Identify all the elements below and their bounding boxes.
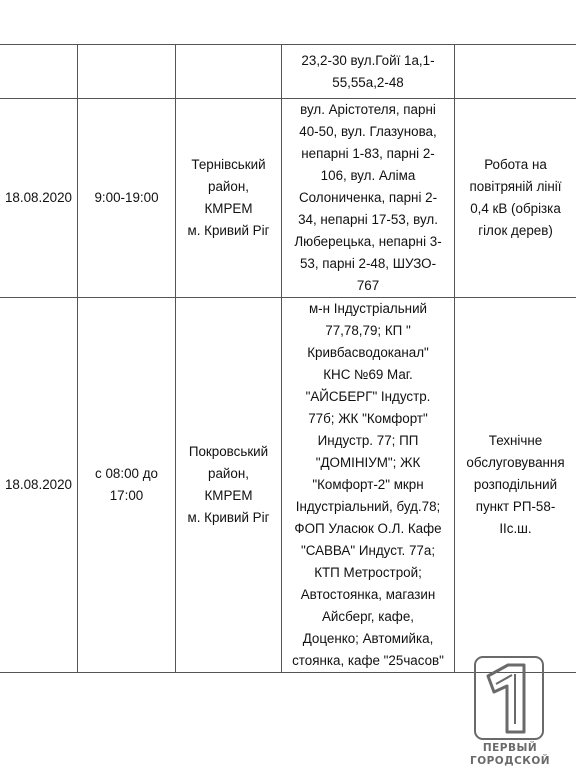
district-line: КМРЕМ (204, 201, 253, 216)
streets-line: Доценко; Автомийка, (302, 631, 434, 646)
streets-line: 106, вул. Аліма (320, 168, 416, 183)
work-line: розподільний (473, 477, 558, 492)
streets-line: Кривбасводоканал" (307, 345, 429, 360)
streets-line: ФОП Уласюк О.Л. Кафе (294, 521, 442, 536)
streets-line: стоянка, кафе "25часов" (292, 653, 444, 668)
streets-line: 767 (356, 278, 380, 293)
table-row (0, 45, 576, 99)
district-line: КМРЕМ (204, 488, 253, 503)
time-cell (78, 45, 176, 99)
streets-line: 34, непарні 17-53, вул. (298, 212, 438, 227)
district-line: м. Кривий Ріг (187, 510, 270, 525)
work-line: Технічне (488, 433, 543, 448)
streets-cell (282, 99, 455, 298)
work-cell (455, 298, 576, 673)
streets-line: Люберецька, непарні 3- (294, 234, 442, 249)
streets-line: м-н Індустріальний (308, 301, 428, 316)
streets-line: "АЙСБЕРГ" Індустр. (305, 389, 431, 404)
district-cell (176, 99, 282, 298)
streets-line: 77,78,79; КП " (325, 323, 411, 338)
streets-line: Айсберг, кафе, (322, 609, 414, 624)
district-line: м. Кривий Ріг (187, 223, 270, 238)
time-line: с 08:00 до (95, 466, 158, 481)
streets-line: Индустр. 77; ПП (317, 433, 419, 448)
streets-line: Автостоянка, магазин (300, 587, 436, 602)
work-line: повітряній лінії (469, 179, 562, 194)
streets-line: Індустріальний, буд.78; (295, 499, 441, 514)
district-line: район, (208, 466, 249, 481)
streets-line: "САВВА" Индуст. 77а; (300, 543, 436, 558)
streets-line: вул. Арістотеля, парні (300, 102, 436, 117)
streets-line: "ДОМІНІУМ"; ЖК (315, 455, 421, 470)
streets-line: 40-50, вул. Глазунова, (299, 124, 437, 139)
work-cell (455, 99, 576, 298)
streets-line: 77б; ЖК "Комфорт" (308, 411, 428, 426)
streets-line: 55,55а,2-48 (332, 74, 404, 90)
district-line: Покровський (188, 444, 269, 459)
time-cell: 9:00-19:00 (78, 99, 176, 298)
table-row (0, 298, 576, 673)
streets-cell (282, 45, 455, 99)
district-cell (176, 298, 282, 673)
logo-line-2: ГОРОДСКОЙ (470, 755, 551, 767)
streets-line: непарні 1-83, парні 2- (301, 146, 435, 161)
work-line: гілок дерев) (478, 223, 553, 238)
work-line: пункт РП-58- (475, 499, 556, 514)
logo-wordmark (470, 742, 550, 768)
time-line: 17:00 (109, 488, 144, 503)
district-line: район, (208, 179, 249, 194)
streets-line: КТП Метрострой; (314, 565, 422, 580)
work-cell (455, 45, 576, 99)
time-cell (78, 298, 176, 673)
work-line: обслуговування (466, 455, 565, 470)
streets-line: КНС №69 Маг. (323, 367, 413, 382)
work-line: ІІс.ш. (499, 521, 532, 536)
logo-line-1: ПЕРВЫЙ (482, 742, 538, 754)
work-line: 0,4 кВ (обрізка (470, 201, 561, 216)
date-cell (0, 45, 78, 99)
district-cell (176, 45, 282, 99)
table-row (0, 99, 576, 298)
work-line: Робота на (484, 157, 547, 172)
streets-line: 23,2-30 вул.Гойї 1а,1- (301, 52, 435, 68)
streets-line: Солониченка, парні 2- (298, 190, 438, 205)
streets-cell (282, 298, 455, 673)
date-cell: 18.08.2020 (0, 99, 78, 298)
date-cell: 18.08.2020 (0, 298, 78, 673)
streets-line: "Комфорт-2" мкрн (312, 477, 424, 492)
outage-schedule-table (0, 44, 576, 673)
district-line: Тернівський (191, 157, 266, 172)
streets-line: 53, парні 2-48, ШУЗО- (299, 256, 437, 271)
